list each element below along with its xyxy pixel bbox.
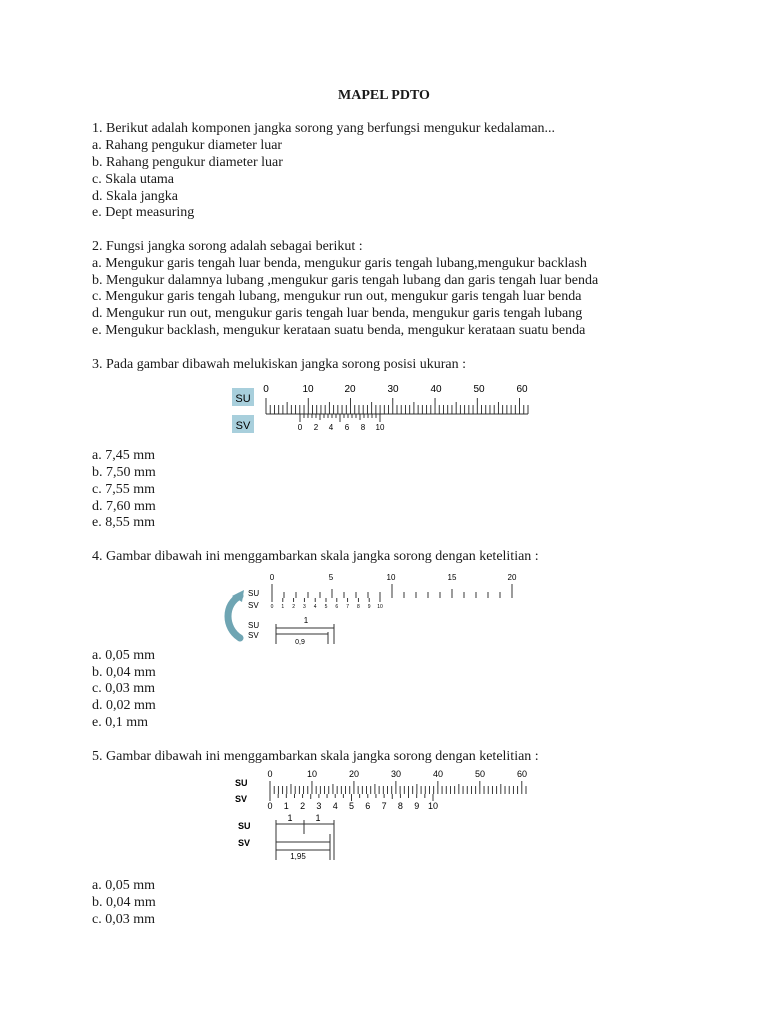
sv-label: SV (235, 420, 251, 432)
vernier-figure-q4 (220, 570, 530, 648)
vernier-scale-ticks (272, 598, 380, 602)
detail-vernier-value: 1,95 (290, 852, 306, 861)
q1-option-b: b. Rahang pengukur diameter luar (92, 155, 283, 170)
main-scale-label: 20 (507, 573, 517, 582)
q4-option-d: d. 0,02 mm (92, 698, 156, 713)
q5-option-c: c. 0,03 mm (92, 912, 155, 927)
vernier-scale-label: 2 (292, 604, 295, 610)
main-scale-label: 40 (430, 384, 442, 395)
vernier-scale-label: 2 (313, 423, 319, 432)
q2-option-b: b. Mengukur dalamnya lubang ,mengukur garis tengah lubang dan garis tengah luar benda (92, 273, 599, 288)
main-scale-label: 60 (516, 769, 528, 779)
detail-main-value-right: 1 (315, 813, 321, 823)
vernier-scale-label: 4 (313, 604, 317, 610)
vernier-figure-q3 (232, 378, 532, 436)
vernier-scale-label: 8 (360, 423, 366, 432)
vernier-figure-q5 (230, 768, 540, 864)
main-scale-label: 50 (474, 769, 486, 779)
question-2: 2. Fungsi jangka sorong adalah sebagai berikut : (92, 239, 363, 254)
main-scale-ticks (266, 398, 528, 414)
main-scale-label: 10 (302, 384, 314, 395)
main-scale-ticks (270, 781, 526, 794)
q3-option-e: e. 8,55 mm (92, 515, 155, 530)
vernier-scale-label: 6 (344, 423, 350, 432)
question-3: 3. Pada gambar dibawah melukiskan jangka sorong posisi ukuran : (92, 357, 467, 372)
q2-option-a: a. Mengukur garis tengah luar benda, mengukur garis tengah lubang,mengukur backlash (92, 256, 587, 271)
vernier-scale-label: 8 (357, 604, 360, 610)
question-4: 4. Gambar dibawah ini menggambarkan skala jangka sorong dengan ketelitian : (92, 549, 539, 564)
main-scale-ticks (272, 584, 512, 598)
detail-main-value-left: 1 (287, 813, 293, 823)
vernier-scale-label: 10 (375, 423, 385, 432)
q2-option-e: e. Mengukur backlash, mengukur kerataan suatu benda, mengukur kerataan suatu benda (92, 323, 586, 338)
vernier-scale-label: 8 (397, 801, 403, 811)
q2-option-c: c. Mengukur garis tengah lubang, mengukur run out, mengukur garis tengah luar benda (92, 289, 582, 304)
detail-sv-label: SV (238, 838, 251, 848)
q1-option-a: a. Rahang pengukur diameter luar (92, 138, 283, 153)
q3-option-b: b. 7,50 mm (92, 465, 156, 480)
sv-label: SV (235, 794, 248, 804)
main-scale-label: 20 (344, 384, 356, 395)
su-label: SU (248, 589, 260, 598)
q3-option-c: c. 7,55 mm (92, 482, 155, 497)
detail-sv-label: SV (248, 631, 259, 640)
vernier-scale-label: 7 (346, 604, 349, 610)
main-scale-label: 15 (447, 573, 457, 582)
main-scale-label: 10 (386, 573, 396, 582)
main-scale-label: 5 (328, 573, 334, 582)
detail-main-value: 1 (303, 616, 309, 625)
q4-option-e: e. 0,1 mm (92, 715, 148, 730)
main-scale-label: 30 (387, 384, 399, 395)
vernier-scale-label: 6 (365, 801, 371, 811)
main-scale-label: 0 (269, 573, 275, 582)
vernier-scale-label: 10 (427, 801, 439, 811)
vernier-scale-label: 9 (414, 801, 420, 811)
q1-option-e: e. Dept measuring (92, 205, 195, 220)
main-scale-label: 0 (267, 769, 273, 779)
vernier-scale-label: 4 (328, 423, 334, 432)
vernier-scale-label: 1 (283, 801, 289, 811)
main-scale-label: 10 (306, 769, 318, 779)
q4-option-c: c. 0,03 mm (92, 681, 155, 696)
detail-su-label: SU (238, 821, 251, 831)
main-scale-label: 60 (516, 384, 528, 395)
vernier-scale-label: 1 (281, 604, 285, 610)
main-scale-label: 20 (348, 769, 360, 779)
main-scale-label: 50 (473, 384, 485, 395)
vernier-scale-label: 0 (297, 423, 303, 432)
main-scale-label: 30 (390, 769, 402, 779)
main-scale-label: 0 (263, 384, 269, 395)
q5-option-b: b. 0,04 mm (92, 895, 156, 910)
detail-su-label: SU (248, 621, 260, 630)
q3-option-a: a. 7,45 mm (92, 448, 155, 463)
q1-option-d: d. Skala jangka (92, 189, 178, 204)
vernier-scale-label: 5 (348, 801, 355, 811)
vernier-scale-ticks (270, 794, 433, 801)
q4-option-b: b. 0,04 mm (92, 665, 156, 680)
su-label: SU (235, 393, 251, 405)
q2-option-d: d. Mengukur run out, mengukur garis tengah luar benda, mengukur garis tengah lubang (92, 306, 583, 321)
vernier-scale-label: 4 (332, 801, 338, 811)
main-scale-label: 40 (432, 769, 444, 779)
vernier-scale-label: 5 (324, 604, 328, 610)
q3-option-d: d. 7,60 mm (92, 499, 156, 514)
detail-vernier-value: 0,9 (295, 639, 305, 646)
vernier-scale-ticks (300, 414, 380, 422)
q5-option-a: a. 0,05 mm (92, 878, 155, 893)
vernier-scale-label: 0 (267, 801, 273, 811)
su-label: SU (235, 778, 248, 788)
sv-label: SV (248, 601, 259, 610)
vernier-scale-label: 6 (335, 604, 339, 610)
question-5: 5. Gambar dibawah ini menggambarkan skala jangka sorong dengan ketelitian : (92, 749, 539, 764)
vernier-scale-label: 10 (377, 604, 383, 610)
q4-option-a: a. 0,05 mm (92, 648, 155, 663)
vernier-scale-label: 2 (300, 801, 306, 811)
vernier-scale-label: 3 (316, 801, 322, 811)
question-1: 1. Berikut adalah komponen jangka sorong yang berfungsi mengukur kedalaman... (92, 121, 556, 136)
page-title: MAPEL PDTO (338, 88, 430, 103)
vernier-scale-label: 0 (270, 604, 274, 610)
vernier-scale-label: 9 (367, 604, 371, 610)
vernier-scale-label: 7 (381, 801, 387, 811)
vernier-scale-label: 3 (303, 604, 306, 610)
q1-option-c: c. Skala utama (92, 172, 175, 187)
